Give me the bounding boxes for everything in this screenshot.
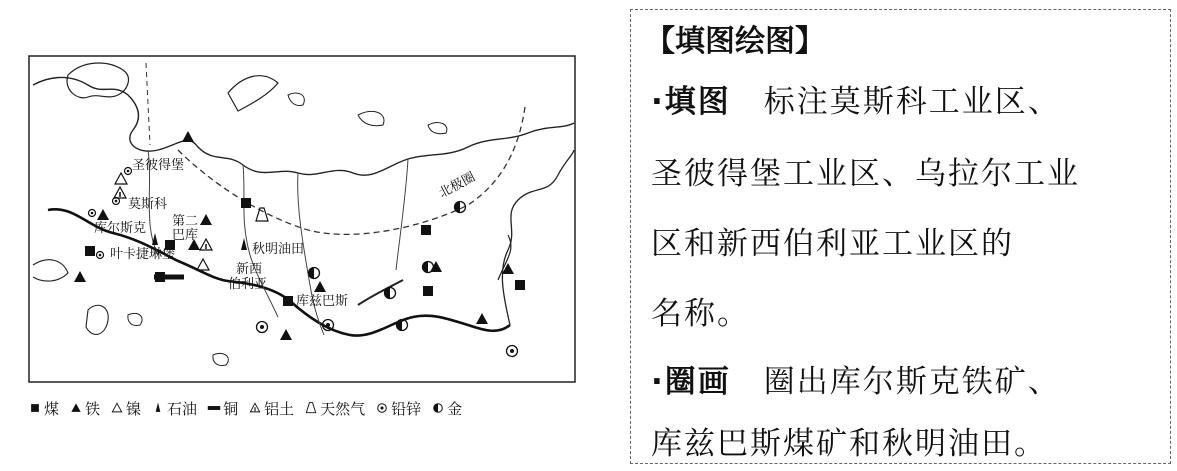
label-new-siberia-line2: 伯利亚 [228,277,268,292]
city-dot-icon [89,210,96,217]
lead-zinc-circle-icon [507,346,518,357]
gold-half-circle-icon [309,268,320,279]
label-moscow: 莫斯科 [128,197,168,212]
iron-triangle-icon [182,131,194,142]
gold-half-circle-icon [423,262,434,273]
map-canvas [28,55,578,385]
panel-title: 【填图绘图】 [645,24,825,59]
arctic-circle-label: 北极圈 [436,169,479,202]
city-dot-icon [97,252,104,259]
legend-label: 镍 [126,399,142,418]
copper-bar-icon [154,275,170,280]
legend-label: 铝土 [264,399,295,418]
legend-item [248,398,294,419]
label-st-petersburg: 圣彼得堡 [132,158,185,173]
task-fill-map-heading: ·填图 [651,84,731,120]
caspian-sea [86,305,108,334]
task-fill-map-line4: 名称。 [651,296,750,332]
island [428,123,447,134]
legend-item [304,398,365,419]
natural-gas-icon [304,401,318,415]
task-fill-map-line3: 区和新西伯利亚工业区的 [651,226,1014,262]
aral-sea [128,313,142,325]
oil-narrow-triangle-icon [151,401,165,415]
meridian-line [146,63,150,145]
legend-item [375,398,421,419]
island [358,111,384,125]
coal-square-icon [423,286,433,296]
natural-gas-icon [256,208,268,221]
label-kursk: 库尔斯克 [94,221,147,236]
russia-resource-map [28,55,578,385]
ob-river [243,165,278,317]
scandinavia-outline [67,63,128,98]
bauxite-triangle-icon [248,401,262,415]
legend-item [110,398,141,419]
coal-square-icon [515,280,525,290]
legend-label: 金 [447,399,463,418]
task-circle-line2: 库兹巴斯煤矿和秋明油田。 [651,426,1047,462]
island [288,93,304,105]
bauxite-triangle-icon [114,187,126,198]
lead-zinc-circle-icon [257,322,268,333]
lake [213,353,228,365]
coal-square-icon [28,401,42,415]
coal-square-icon [85,246,95,256]
nickel-open-triangle-icon [115,173,127,184]
coal-square-icon [241,198,251,208]
copper-bar-icon [168,275,184,280]
lead-zinc-circle-icon [375,401,389,415]
gold-half-circle-icon [385,288,396,299]
coal-square-icon [421,225,431,235]
iron-triangle-icon [476,313,488,324]
iron-triangle-icon [74,271,86,282]
novaya-zemlya [228,76,278,111]
pacific-coast [502,150,574,325]
legend-label: 铁 [85,399,101,418]
legend-label: 石油 [167,399,198,418]
arctic-circle-line [178,107,525,234]
legend-label: 铜 [223,399,239,418]
task-fill-map-line2: 圣彼得堡工业区、乌拉尔工业 [651,156,1080,192]
legend-item [431,398,462,419]
task-fill-map-line1 [651,76,1061,121]
iron-triangle-icon [314,281,326,292]
lake-baikal [358,280,403,305]
bauxite-triangle-icon [200,239,212,250]
black-sea [33,260,68,281]
map-legend [28,395,588,421]
copper-bar-icon [207,401,221,415]
legend-item [207,398,238,419]
task-fill-map-text: 标注莫斯科工业区、 [730,84,1061,120]
legend-item [69,398,100,419]
iron-triangle-icon [97,209,109,220]
legend-item [151,398,197,419]
legend-label: 铅锌 [391,399,422,418]
label-second-baku-line2: 巴库 [172,228,199,243]
lena-river [396,159,408,270]
label-tyumen-oilfield: 秋明油田 [252,242,305,257]
nickel-open-triangle-icon [110,401,124,415]
task-circle-line1 [651,356,1061,401]
task-circle-text: 圈出库尔斯克铁矿、 [730,364,1061,400]
legend-label: 煤 [44,399,60,418]
iron-triangle-icon [280,329,292,340]
gold-half-circle-icon [431,401,445,415]
iron-triangle-icon [200,214,212,225]
task-circle-heading: ·圈画 [651,364,731,400]
label-kuzbass: 库兹巴斯 [296,294,349,309]
coal-square-icon [283,296,293,306]
gold-half-circle-icon [397,320,408,331]
legend-label: 天然气 [320,399,366,418]
label-yekaterinburg: 叶卡捷琳堡 [110,247,176,262]
iron-triangle-icon [69,401,83,415]
label-second-baku-line1: 第二 [172,214,199,229]
label-new-siberia-line1: 新西 [236,262,263,277]
city-dot-icon [125,168,132,175]
task-instructions-panel [630,9,1171,464]
nickel-open-triangle-icon [197,259,209,270]
legend-item [28,398,59,419]
arctic-coastline [33,77,574,175]
oil-narrow-triangle-icon [152,233,158,245]
